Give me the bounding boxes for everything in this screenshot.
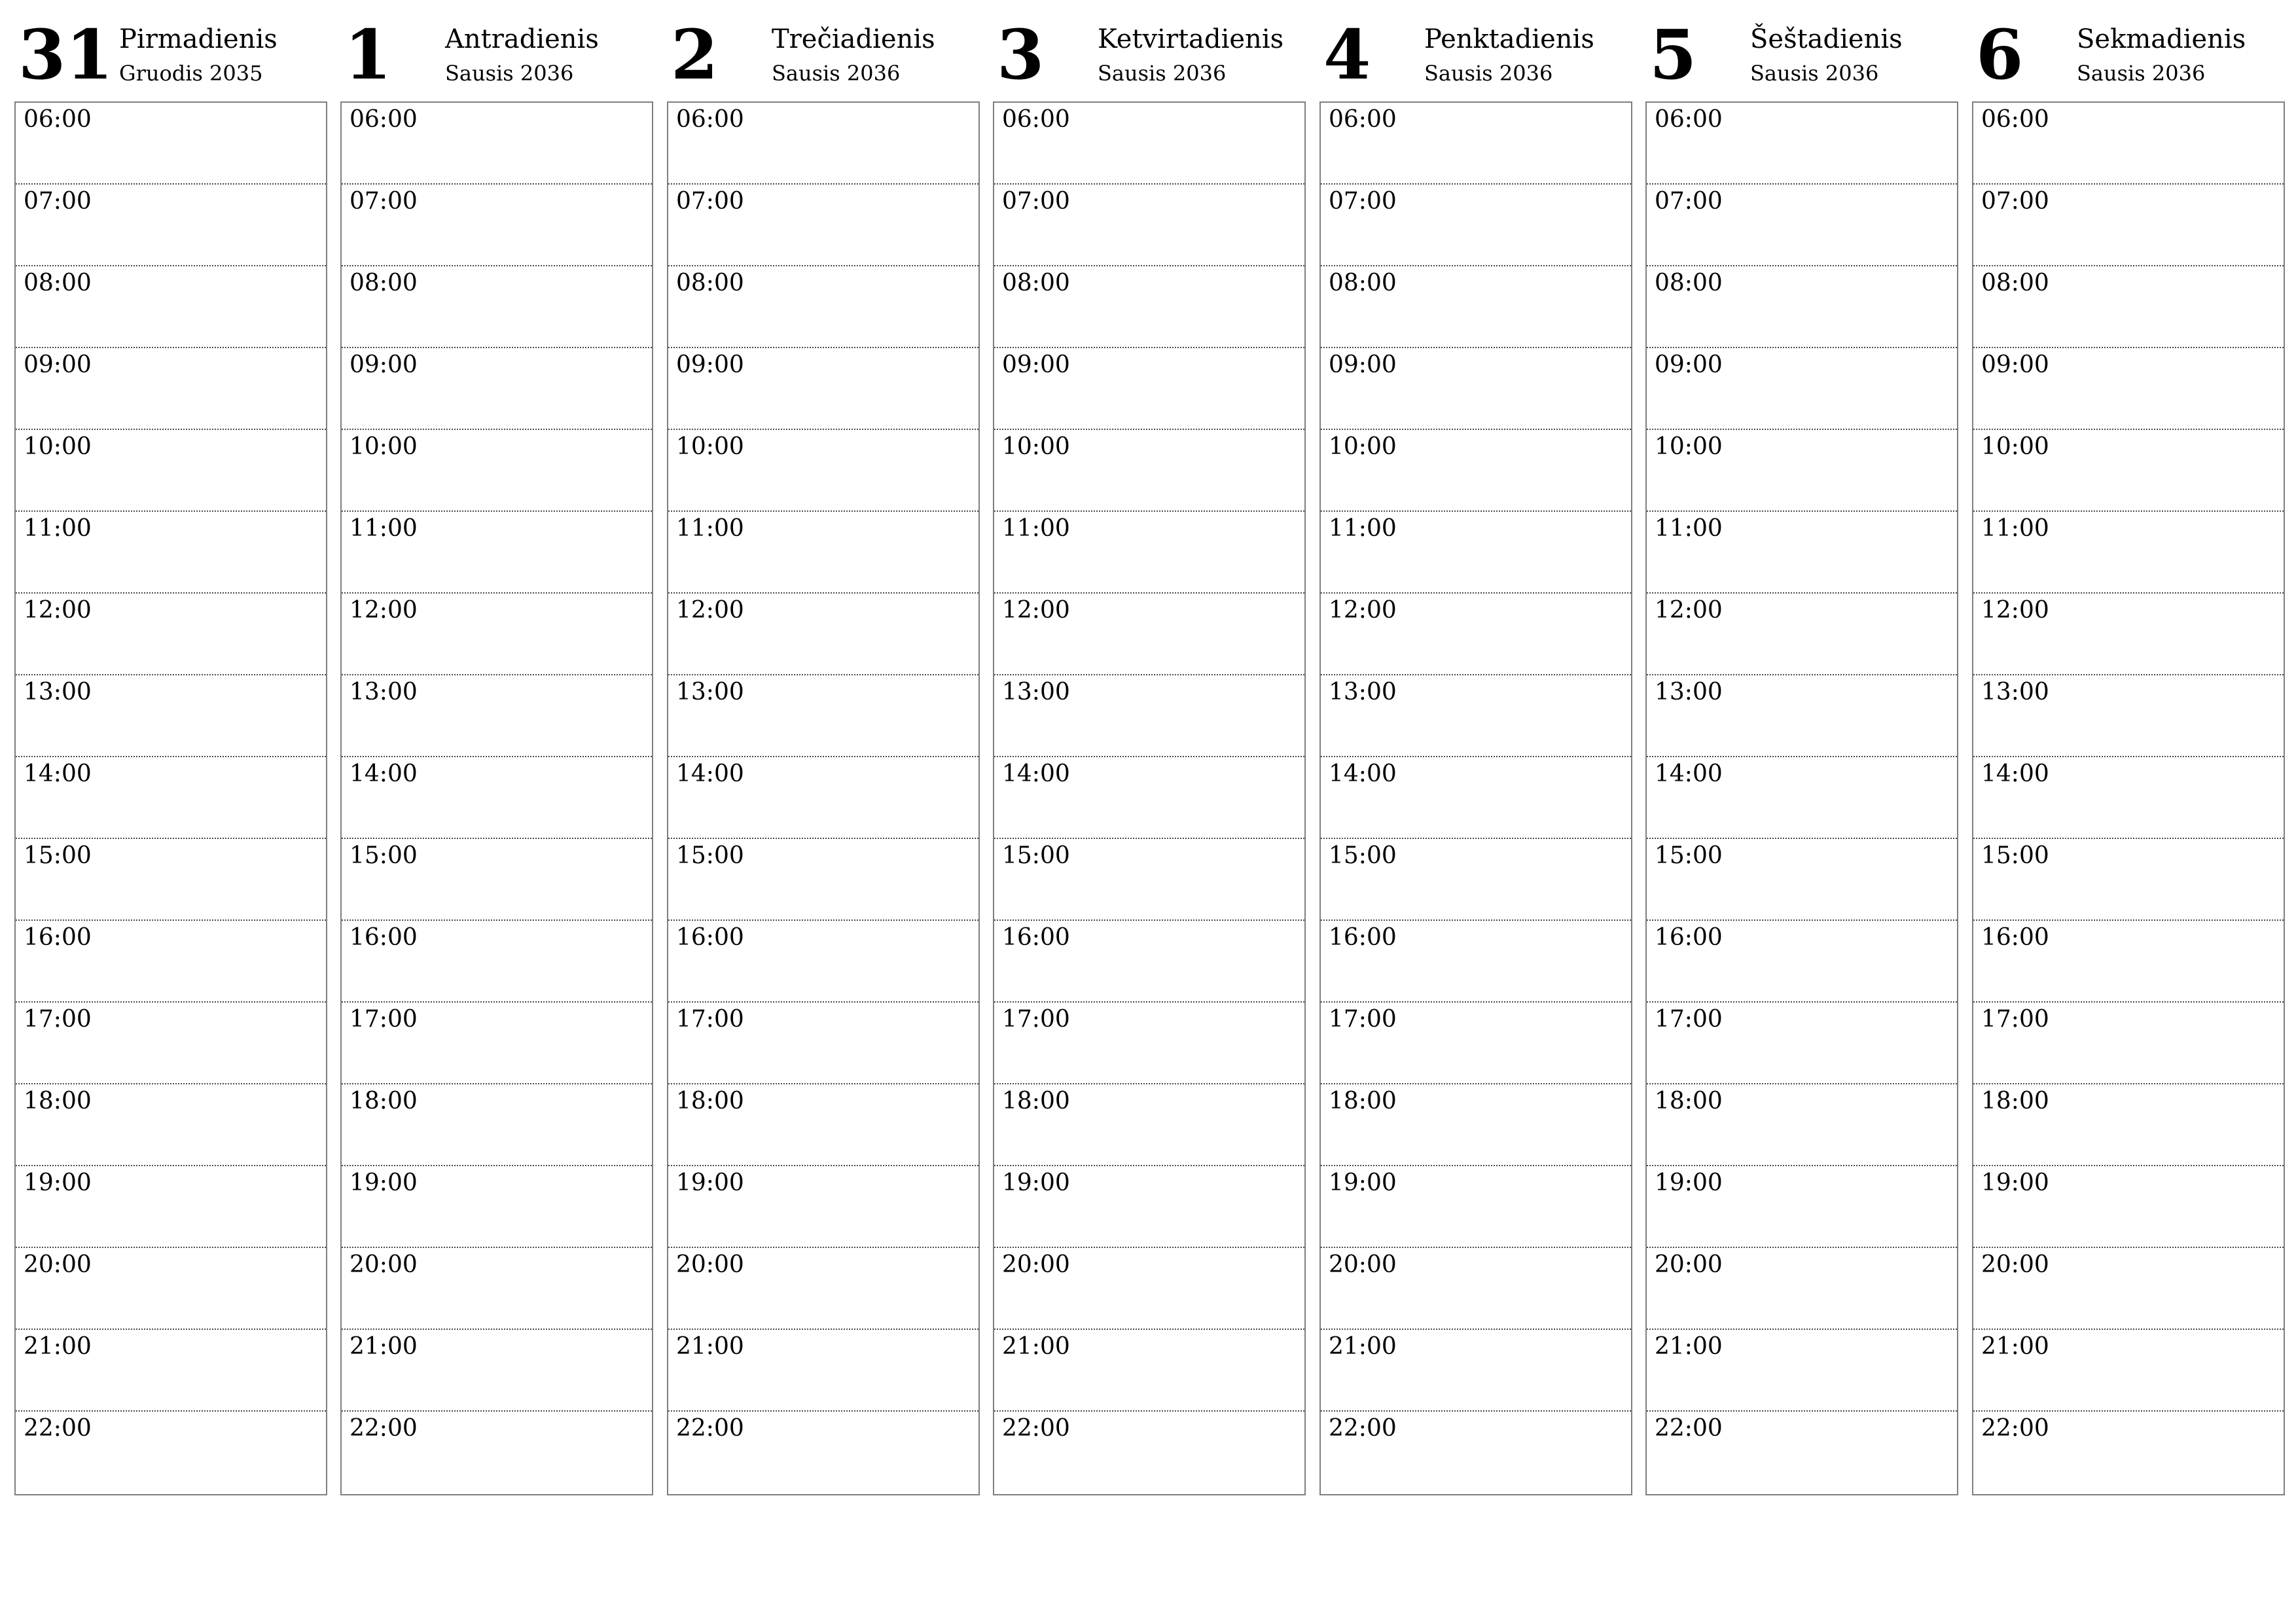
time-label: 22:00 [350, 1415, 418, 1442]
time-label: 22:00 [24, 1415, 92, 1442]
time-slot[interactable] [668, 430, 978, 512]
time-label: 07:00 [1329, 188, 1397, 215]
time-slot[interactable] [668, 921, 978, 1003]
day-header [14, 0, 327, 101]
time-label: 10:00 [1329, 433, 1397, 460]
time-slot[interactable] [668, 839, 978, 921]
time-slot[interactable] [1321, 675, 1631, 757]
day-schedule-box [1972, 101, 2285, 1495]
month-year-label: Sausis 2036 [445, 61, 574, 86]
time-label: 11:00 [1329, 515, 1397, 542]
time-label: 15:00 [1655, 842, 1723, 869]
time-label: 14:00 [1981, 760, 2049, 787]
time-slot[interactable] [1321, 430, 1631, 512]
time-label: 17:00 [1329, 1006, 1397, 1033]
time-label: 10:00 [1981, 433, 2049, 460]
day-header [340, 0, 653, 101]
time-slot[interactable] [16, 103, 326, 185]
time-label: 12:00 [24, 597, 92, 624]
day-header [993, 0, 1306, 101]
time-slot[interactable] [1647, 757, 1957, 839]
time-slot[interactable] [1321, 594, 1631, 675]
time-label: 15:00 [676, 842, 744, 869]
time-label: 18:00 [350, 1088, 418, 1115]
time-slot[interactable] [1973, 1084, 2284, 1166]
time-label: 17:00 [1655, 1006, 1723, 1033]
time-slot[interactable] [1647, 1003, 1957, 1084]
time-label: 07:00 [1655, 188, 1723, 215]
time-slot[interactable] [994, 512, 1304, 594]
time-slot[interactable] [994, 103, 1304, 185]
time-slot[interactable] [994, 594, 1304, 675]
time-slot[interactable] [668, 594, 978, 675]
time-label: 20:00 [1981, 1251, 2049, 1278]
time-slot[interactable] [1973, 675, 2284, 757]
time-slot[interactable] [994, 348, 1304, 430]
time-slot[interactable] [16, 1166, 326, 1248]
time-label: 13:00 [1329, 679, 1397, 705]
day-number: 2 [671, 14, 719, 95]
time-slot[interactable] [342, 675, 652, 757]
time-label: 15:00 [350, 842, 418, 869]
time-label: 17:00 [1981, 1006, 2049, 1033]
time-label: 21:00 [1002, 1333, 1070, 1360]
time-label: 12:00 [1002, 597, 1070, 624]
time-slot[interactable] [994, 430, 1304, 512]
day-header [1319, 0, 1632, 101]
time-label: 10:00 [1002, 433, 1070, 460]
time-slot[interactable] [342, 921, 652, 1003]
time-slot[interactable] [16, 348, 326, 430]
time-slot[interactable] [16, 185, 326, 266]
time-label: 19:00 [1655, 1169, 1723, 1196]
time-slot[interactable] [1321, 1166, 1631, 1248]
time-slot[interactable] [994, 1330, 1304, 1412]
time-slot[interactable] [16, 1248, 326, 1330]
time-label: 22:00 [676, 1415, 744, 1442]
time-label: 08:00 [1981, 270, 2049, 296]
time-slot[interactable] [342, 1084, 652, 1166]
time-label: 13:00 [350, 679, 418, 705]
time-label: 20:00 [1002, 1251, 1070, 1278]
time-slot[interactable] [994, 1166, 1304, 1248]
time-label: 10:00 [350, 433, 418, 460]
time-slot[interactable] [342, 185, 652, 266]
time-label: 17:00 [1002, 1006, 1070, 1033]
time-slot[interactable] [668, 348, 978, 430]
time-label: 15:00 [1329, 842, 1397, 869]
time-label: 16:00 [1002, 924, 1070, 951]
time-slot[interactable] [342, 103, 652, 185]
time-label: 08:00 [676, 270, 744, 296]
time-slot[interactable] [994, 1003, 1304, 1084]
time-label: 21:00 [676, 1333, 744, 1360]
time-slot[interactable] [1973, 512, 2284, 594]
day-column [340, 0, 653, 1442]
time-label: 07:00 [676, 188, 744, 215]
time-label: 08:00 [1329, 270, 1397, 296]
time-label: 06:00 [1981, 106, 2049, 133]
time-label: 21:00 [350, 1333, 418, 1360]
time-label: 20:00 [676, 1251, 744, 1278]
time-label: 19:00 [676, 1169, 744, 1196]
time-slot[interactable] [1647, 1248, 1957, 1330]
time-slot[interactable] [342, 1330, 652, 1412]
time-label: 21:00 [1655, 1333, 1723, 1360]
time-slot[interactable] [16, 1412, 326, 1493]
time-slot[interactable] [668, 185, 978, 266]
time-slot[interactable] [994, 185, 1304, 266]
time-slot[interactable] [994, 1412, 1304, 1493]
time-label: 12:00 [1329, 597, 1397, 624]
time-label: 15:00 [1002, 842, 1070, 869]
day-schedule-box [1319, 101, 1632, 1495]
time-label: 19:00 [350, 1169, 418, 1196]
time-label: 18:00 [1002, 1088, 1070, 1115]
time-slot[interactable] [1973, 757, 2284, 839]
time-slot[interactable] [1647, 266, 1957, 348]
time-label: 08:00 [1655, 270, 1723, 296]
time-slot[interactable] [1973, 348, 2284, 430]
time-slot[interactable] [342, 512, 652, 594]
time-label: 16:00 [350, 924, 418, 951]
day-number: 31 [18, 14, 113, 95]
time-slot[interactable] [668, 757, 978, 839]
weekday-name: Šeštadienis [1750, 24, 1903, 54]
time-slot[interactable] [1321, 921, 1631, 1003]
time-slot[interactable] [1973, 921, 2284, 1003]
time-label: 13:00 [24, 679, 92, 705]
time-slot[interactable] [342, 839, 652, 921]
time-label: 06:00 [676, 106, 744, 133]
time-slot[interactable] [1973, 839, 2284, 921]
time-label: 07:00 [350, 188, 418, 215]
day-number: 6 [1976, 14, 2024, 95]
time-label: 22:00 [1981, 1415, 2049, 1442]
time-label: 13:00 [1981, 679, 2049, 705]
time-label: 11:00 [1981, 515, 2049, 542]
time-slot[interactable] [994, 1248, 1304, 1330]
time-label: 16:00 [1981, 924, 2049, 951]
time-label: 18:00 [1981, 1088, 2049, 1115]
time-slot[interactable] [1647, 1412, 1957, 1493]
day-schedule-box [1645, 101, 1958, 1495]
time-label: 06:00 [1655, 106, 1723, 133]
time-slot[interactable] [1647, 1330, 1957, 1412]
time-label: 17:00 [24, 1006, 92, 1033]
day-number: 5 [1649, 14, 1697, 95]
time-label: 11:00 [350, 515, 418, 542]
time-label: 07:00 [1981, 188, 2049, 215]
time-label: 13:00 [1002, 679, 1070, 705]
time-label: 10:00 [676, 433, 744, 460]
time-label: 21:00 [1981, 1333, 2049, 1360]
time-label: 21:00 [1329, 1333, 1397, 1360]
time-slot[interactable] [668, 512, 978, 594]
time-label: 08:00 [350, 270, 418, 296]
day-number: 3 [997, 14, 1045, 95]
day-schedule-box [993, 101, 1306, 1495]
time-label: 06:00 [1329, 106, 1397, 133]
time-slot[interactable] [994, 1084, 1304, 1166]
time-label: 17:00 [350, 1006, 418, 1033]
time-slot[interactable] [668, 1084, 978, 1166]
time-slot[interactable] [994, 675, 1304, 757]
time-slot[interactable] [1321, 1248, 1631, 1330]
time-label: 09:00 [1981, 351, 2049, 378]
time-slot[interactable] [1321, 512, 1631, 594]
time-slot[interactable] [668, 266, 978, 348]
time-label: 14:00 [1655, 760, 1723, 787]
time-slot[interactable] [668, 1003, 978, 1084]
time-label: 22:00 [1329, 1415, 1397, 1442]
time-slot[interactable] [1321, 757, 1631, 839]
time-label: 19:00 [1981, 1169, 2049, 1196]
time-slot[interactable] [1973, 1003, 2284, 1084]
time-slot[interactable] [994, 839, 1304, 921]
month-year-label: Sausis 2036 [1098, 61, 1227, 86]
day-column [667, 0, 980, 1442]
time-slot[interactable] [1973, 1412, 2284, 1493]
time-label: 12:00 [1655, 597, 1723, 624]
time-label: 06:00 [1002, 106, 1070, 133]
time-label: 07:00 [1002, 188, 1070, 215]
time-label: 08:00 [1002, 270, 1070, 296]
time-slot[interactable] [668, 675, 978, 757]
month-year-label: Sausis 2036 [772, 61, 901, 86]
time-slot[interactable] [1647, 921, 1957, 1003]
time-label: 20:00 [1329, 1251, 1397, 1278]
time-slot[interactable] [1973, 103, 2284, 185]
time-slot[interactable] [1647, 1084, 1957, 1166]
time-label: 16:00 [24, 924, 92, 951]
time-slot[interactable] [1321, 266, 1631, 348]
time-label: 07:00 [24, 188, 92, 215]
time-label: 12:00 [676, 597, 744, 624]
time-slot[interactable] [342, 594, 652, 675]
day-column [1645, 0, 1958, 1442]
time-label: 22:00 [1655, 1415, 1723, 1442]
month-year-label: Sausis 2036 [2077, 61, 2206, 86]
time-slot[interactable] [1647, 512, 1957, 594]
time-slot[interactable] [342, 348, 652, 430]
time-slot[interactable] [1973, 185, 2284, 266]
day-header [667, 0, 980, 101]
time-slot[interactable] [16, 1084, 326, 1166]
time-slot[interactable] [668, 1248, 978, 1330]
time-label: 19:00 [24, 1169, 92, 1196]
time-label: 09:00 [1002, 351, 1070, 378]
time-slot[interactable] [1647, 675, 1957, 757]
time-label: 14:00 [1329, 760, 1397, 787]
time-slot[interactable] [668, 103, 978, 185]
time-slot[interactable] [16, 594, 326, 675]
day-schedule-box [340, 101, 653, 1495]
day-column [1319, 0, 1632, 1442]
day-schedule-box [667, 101, 980, 1495]
time-label: 11:00 [1002, 515, 1070, 542]
time-label: 18:00 [24, 1088, 92, 1115]
time-label: 09:00 [1329, 351, 1397, 378]
time-slot[interactable] [16, 1330, 326, 1412]
time-slot[interactable] [668, 1412, 978, 1493]
month-year-label: Sausis 2036 [1750, 61, 1879, 86]
time-slot[interactable] [1973, 1248, 2284, 1330]
time-slot[interactable] [342, 266, 652, 348]
time-slot[interactable] [668, 1166, 978, 1248]
time-slot[interactable] [1321, 1412, 1631, 1493]
time-slot[interactable] [342, 1003, 652, 1084]
time-slot[interactable] [1321, 839, 1631, 921]
time-slot[interactable] [1973, 594, 2284, 675]
month-year-label: Sausis 2036 [1424, 61, 1553, 86]
time-slot[interactable] [1647, 594, 1957, 675]
time-slot[interactable] [16, 675, 326, 757]
time-label: 14:00 [1002, 760, 1070, 787]
time-label: 12:00 [350, 597, 418, 624]
time-slot[interactable] [1647, 430, 1957, 512]
day-header [1645, 0, 1958, 101]
time-label: 20:00 [350, 1251, 418, 1278]
time-label: 12:00 [1981, 597, 2049, 624]
day-number: 1 [344, 14, 392, 95]
weekday-name: Penktadienis [1424, 24, 1594, 54]
time-slot[interactable] [1647, 348, 1957, 430]
time-label: 16:00 [1655, 924, 1723, 951]
time-slot[interactable] [668, 1330, 978, 1412]
time-label: 22:00 [1002, 1415, 1070, 1442]
time-slot[interactable] [342, 430, 652, 512]
time-label: 09:00 [1655, 351, 1723, 378]
time-slot[interactable] [1973, 430, 2284, 512]
time-label: 15:00 [24, 842, 92, 869]
day-column [1972, 0, 2285, 1442]
time-label: 14:00 [24, 760, 92, 787]
time-slot[interactable] [342, 1166, 652, 1248]
time-slot[interactable] [994, 921, 1304, 1003]
time-label: 11:00 [1655, 515, 1723, 542]
time-slot[interactable] [342, 757, 652, 839]
time-label: 17:00 [676, 1006, 744, 1033]
time-slot[interactable] [1321, 1330, 1631, 1412]
time-label: 10:00 [1655, 433, 1723, 460]
time-label: 11:00 [24, 515, 92, 542]
time-label: 13:00 [1655, 679, 1723, 705]
day-number: 4 [1323, 14, 1371, 95]
time-slot[interactable] [1647, 1166, 1957, 1248]
time-label: 09:00 [676, 351, 744, 378]
time-slot[interactable] [1321, 348, 1631, 430]
day-schedule-box [14, 101, 327, 1495]
time-slot[interactable] [1321, 1084, 1631, 1166]
time-label: 19:00 [1329, 1169, 1397, 1196]
time-label: 15:00 [1981, 842, 2049, 869]
time-label: 13:00 [676, 679, 744, 705]
time-slot[interactable] [1321, 1003, 1631, 1084]
time-label: 06:00 [24, 106, 92, 133]
time-label: 18:00 [1655, 1088, 1723, 1115]
time-label: 11:00 [676, 515, 744, 542]
time-slot[interactable] [1973, 266, 2284, 348]
time-label: 19:00 [1002, 1169, 1070, 1196]
time-slot[interactable] [16, 1003, 326, 1084]
time-slot[interactable] [16, 512, 326, 594]
time-slot[interactable] [994, 757, 1304, 839]
weekday-name: Trečiadienis [772, 24, 935, 54]
time-label: 09:00 [24, 351, 92, 378]
time-slot[interactable] [1321, 103, 1631, 185]
time-label: 20:00 [1655, 1251, 1723, 1278]
time-label: 18:00 [676, 1088, 744, 1115]
time-slot[interactable] [1647, 103, 1957, 185]
time-slot[interactable] [1647, 839, 1957, 921]
time-slot[interactable] [1973, 1166, 2284, 1248]
time-label: 06:00 [350, 106, 418, 133]
time-slot[interactable] [16, 839, 326, 921]
weekday-name: Ketvirtadienis [1098, 24, 1284, 54]
weekday-name: Pirmadienis [119, 24, 278, 54]
time-slot[interactable] [16, 757, 326, 839]
time-label: 10:00 [24, 433, 92, 460]
time-label: 09:00 [350, 351, 418, 378]
time-slot[interactable] [994, 266, 1304, 348]
time-label: 21:00 [24, 1333, 92, 1360]
time-label: 16:00 [676, 924, 744, 951]
time-label: 14:00 [676, 760, 744, 787]
time-slot[interactable] [16, 921, 326, 1003]
weekday-name: Antradienis [445, 24, 599, 54]
day-column [14, 0, 327, 1442]
time-slot[interactable] [342, 1248, 652, 1330]
day-header [1972, 0, 2285, 101]
time-slot[interactable] [1973, 1330, 2284, 1412]
time-slot[interactable] [16, 430, 326, 512]
time-slot[interactable] [342, 1412, 652, 1493]
time-label: 14:00 [350, 760, 418, 787]
time-label: 16:00 [1329, 924, 1397, 951]
time-label: 20:00 [24, 1251, 92, 1278]
weekday-name: Sekmadienis [2077, 24, 2246, 54]
time-label: 18:00 [1329, 1088, 1397, 1115]
time-slot[interactable] [16, 266, 326, 348]
time-label: 08:00 [24, 270, 92, 296]
time-slot[interactable] [1647, 185, 1957, 266]
day-column [993, 0, 1306, 1442]
month-year-label: Gruodis 2035 [119, 61, 263, 86]
time-slot[interactable] [1321, 185, 1631, 266]
